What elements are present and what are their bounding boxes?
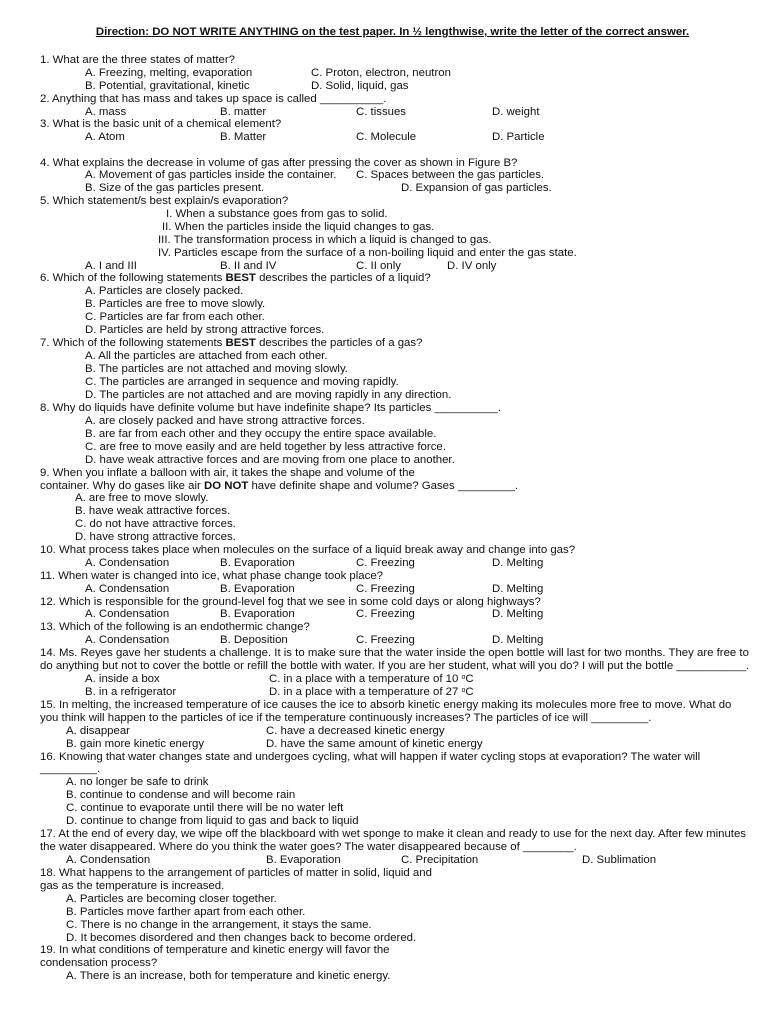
question-14: 14. Ms. Reyes gave her students a challenge. It is to make sure that the water inside the open bottle will last for two months. They are free to <box>40 647 749 659</box>
q14-option-b: B. in a refrigerator <box>85 686 177 698</box>
q2-option-a: A. mass <box>85 106 127 118</box>
q9-option-c: C. do not have attractive forces. <box>75 518 236 530</box>
question-13: 13. Which of the following is an endothermic change? <box>40 621 310 633</box>
q3-option-b: B. Matter <box>220 131 267 143</box>
q5-statement-ii: II. When the particles inside the liquid changes to gas. <box>162 221 435 233</box>
q18-option-a: A. Particles are becoming closer together. <box>66 893 277 905</box>
q17-option-d: D. Sublimation <box>582 854 657 866</box>
q14-option-d: D. in a place with a temperature of 27 $^o$C <box>269 686 474 698</box>
q18-option-b: B. Particles move farther apart from each other. <box>66 906 306 918</box>
q5-statement-i: I. When a substance goes from gas to solid. <box>166 208 388 220</box>
question-7: 7. Which of the following statements BEST describes the particles of a gas? <box>40 337 423 349</box>
question-12: 12. Which is responsible for the ground-level fog that we see in some cold days or along highways? <box>40 596 541 608</box>
q16-option-a: A. no longer be safe to drink <box>66 776 209 788</box>
question-18: 18. What happens to the arrangement of particles of matter in solid, liquid and <box>40 867 432 879</box>
question-17-line-2: the water disappeared. Where do you think the water goes? The water disappeared because of ________. <box>40 841 577 853</box>
question-18-line-2: gas as the temperature is increased. <box>40 880 225 892</box>
question-5: 5. Which statement/s best explain/s evaporation? <box>40 195 289 207</box>
q6-option-b: B. Particles are free to move slowly. <box>85 298 266 310</box>
q1-option-c: C. Proton, electron, neutron <box>311 67 451 79</box>
q7-option-a: A. All the particles are attached from each other. <box>85 350 328 362</box>
question-1: 1. What are the three states of matter? <box>40 54 236 66</box>
q2-option-d: D. weight <box>492 106 540 118</box>
q9-option-a: A. are free to move slowly. <box>75 492 209 504</box>
question-17: 17. At the end of every day, we wipe off the blackboard with wet sponge to make it clean and ready to use for the next day. After few minutes <box>40 828 746 840</box>
q7-option-d: D. The particles are not attached and are moving rapidly in any direction. <box>85 389 452 401</box>
q11-option-a: A. Condensation <box>85 583 170 595</box>
question-16: 16. Knowing that water changes state and undergoes cycling, what will happen if water cycling stops at evaporation? The water will <box>40 751 701 763</box>
question-9: 9. When you inflate a balloon with air, it takes the shape and volume of the <box>40 467 415 479</box>
q5-option-d: D. IV only <box>447 260 497 272</box>
q11-option-c: C. Freezing <box>356 583 415 595</box>
q5-option-b: B. II and IV <box>220 260 277 272</box>
q12-option-b: B. Evaporation <box>220 608 295 620</box>
q19-option-a: A. There is an increase, both for temperature and kinetic energy. <box>66 970 391 982</box>
q16-option-c: C. continue to evaporate until there will be no water left <box>66 802 344 814</box>
q9-option-b: B. have weak attractive forces. <box>75 505 231 517</box>
question-11: 11. When water is changed into ice, what phase change took place? <box>40 570 383 582</box>
q8-option-d: D. have weak attractive forces and are moving from one place to another. <box>85 454 455 466</box>
q7-option-b: B. The particles are not attached and moving slowly. <box>85 363 348 375</box>
question-9-line-2: container. Why do gases like air DO NOT have definite shape and volume? Gases _________. <box>40 480 519 492</box>
q3-option-a: A. Atom <box>85 131 125 143</box>
direction-heading: Direction: DO NOT WRITE ANYTHING on the test paper. In ½ lengthwise, write the letter of the correct answer. <box>95 26 690 38</box>
q16-option-d: D. continue to change from liquid to gas and back to liquid <box>66 815 359 827</box>
q15-option-b: B. gain more kinetic energy <box>66 738 205 750</box>
q14-option-a: A. inside a box <box>85 673 160 685</box>
q6-option-d: D. Particles are held by strong attractive forces. <box>85 324 325 336</box>
question-2: 2. Anything that has mass and takes up space is called __________. <box>40 93 387 105</box>
q10-option-c: C. Freezing <box>356 557 415 569</box>
question-4: 4. What explains the decrease in volume of gas after pressing the cover as shown in Figure B? <box>40 157 518 169</box>
q2-option-b: B. matter <box>220 106 267 118</box>
q6-option-c: C. Particles are far from each other. <box>85 311 265 323</box>
q12-option-a: A. Condensation <box>85 608 170 620</box>
q12-option-c: C. Freezing <box>356 608 415 620</box>
question-19: 19. In what conditions of temperature and kinetic energy will favor the <box>40 944 390 956</box>
q16-option-b: B. continue to condense and will become rain <box>66 789 296 801</box>
q11-option-d: D. Melting <box>492 583 544 595</box>
q13-option-b: B. Deposition <box>220 634 288 646</box>
q5-statement-iii: III. The transformation process in which a liquid is changed to gas. <box>158 234 492 246</box>
q5-statement-iv: IV. Particles escape from the surface of a non-boiling liquid and enter the gas state. <box>158 247 577 259</box>
question-15: 15. In melting, the increased temperature of ice causes the ice to absorb kinetic energy making its molecules more free to move. What do <box>40 699 732 711</box>
question-14-line-2: do anything but not to cover the bottle or refill the bottle with water. If you are her student, what will you do? I will put the bottle ___________. <box>40 660 750 672</box>
q8-option-b: B. are far from each other and they occupy the entire space available. <box>85 428 437 440</box>
question-15-line-2: you think will happen to the particles of ice if the temperature continuously increases? The particles of ice will _________. <box>40 712 652 724</box>
q18-option-c: C. There is no change in the arrangement, it stays the same. <box>66 919 372 931</box>
q10-option-d: D. Melting <box>492 557 544 569</box>
q17-option-a: A. Condensation <box>66 854 151 866</box>
q1-option-d: D. Solid, liquid, gas <box>311 80 409 92</box>
q4-option-a: A. Movement of gas particles inside the container. <box>85 169 337 181</box>
q1-option-b: B. Potential, gravitational, kinetic <box>85 80 250 92</box>
question-3: 3. What is the basic unit of a chemical element? <box>40 118 282 130</box>
question-6: 6. Which of the following statements BEST describes the particles of a liquid? <box>40 272 431 284</box>
q7-option-c: C. The particles are arranged in sequence and moving rapidly. <box>85 376 399 388</box>
q6-option-a: A. Particles are closely packed. <box>85 285 244 297</box>
q12-option-d: D. Melting <box>492 608 544 620</box>
q8-option-a: A. are closely packed and have strong attractive forces. <box>85 415 365 427</box>
q4-option-d: D. Expansion of gas particles. <box>401 182 552 194</box>
q8-option-c: C. are free to move easily and are held together by less attractive force. <box>85 441 446 453</box>
q18-option-d: D. It becomes disordered and then changes back to become ordered. <box>66 932 417 944</box>
q13-option-c: C. Freezing <box>356 634 415 646</box>
question-8: 8. Why do liquids have definite volume but have indefinite shape? Its particles __________. <box>40 402 501 414</box>
q3-option-c: C. Molecule <box>356 131 417 143</box>
q1-option-a: A. Freezing, melting, evaporation <box>85 67 253 79</box>
q5-option-a: A. I and III <box>85 260 137 272</box>
q13-option-a: A. Condensation <box>85 634 170 646</box>
question-19-line-2: condensation process? <box>40 957 158 969</box>
question-16-line-2: _________. <box>40 763 101 775</box>
q11-option-b: B. Evaporation <box>220 583 295 595</box>
q13-option-d: D. Melting <box>492 634 544 646</box>
q17-option-b: B. Evaporation <box>266 854 341 866</box>
q3-option-d: D. Particle <box>492 131 545 143</box>
q5-option-c: C. II only <box>356 260 401 272</box>
q17-option-c: C. Precipitation <box>401 854 479 866</box>
q10-option-a: A. Condensation <box>85 557 170 569</box>
q15-option-c: C. have a decreased kinetic energy <box>266 725 445 737</box>
q10-option-b: B. Evaporation <box>220 557 295 569</box>
q15-option-d: D. have the same amount of kinetic energy <box>266 738 483 750</box>
q4-option-b: B. Size of the gas particles present. <box>85 182 265 194</box>
q9-option-d: D. have strong attractive forces. <box>75 531 236 543</box>
q14-option-c: C. in a place with a temperature of 10 $^o$C <box>269 673 474 685</box>
question-10: 10. What process takes place when molecules on the surface of a liquid break away and change into gas? <box>40 544 576 556</box>
q2-option-c: C. tissues <box>356 106 407 118</box>
q4-option-c: C. Spaces between the gas particles. <box>356 169 545 181</box>
q15-option-a: A. disappear <box>66 725 130 737</box>
